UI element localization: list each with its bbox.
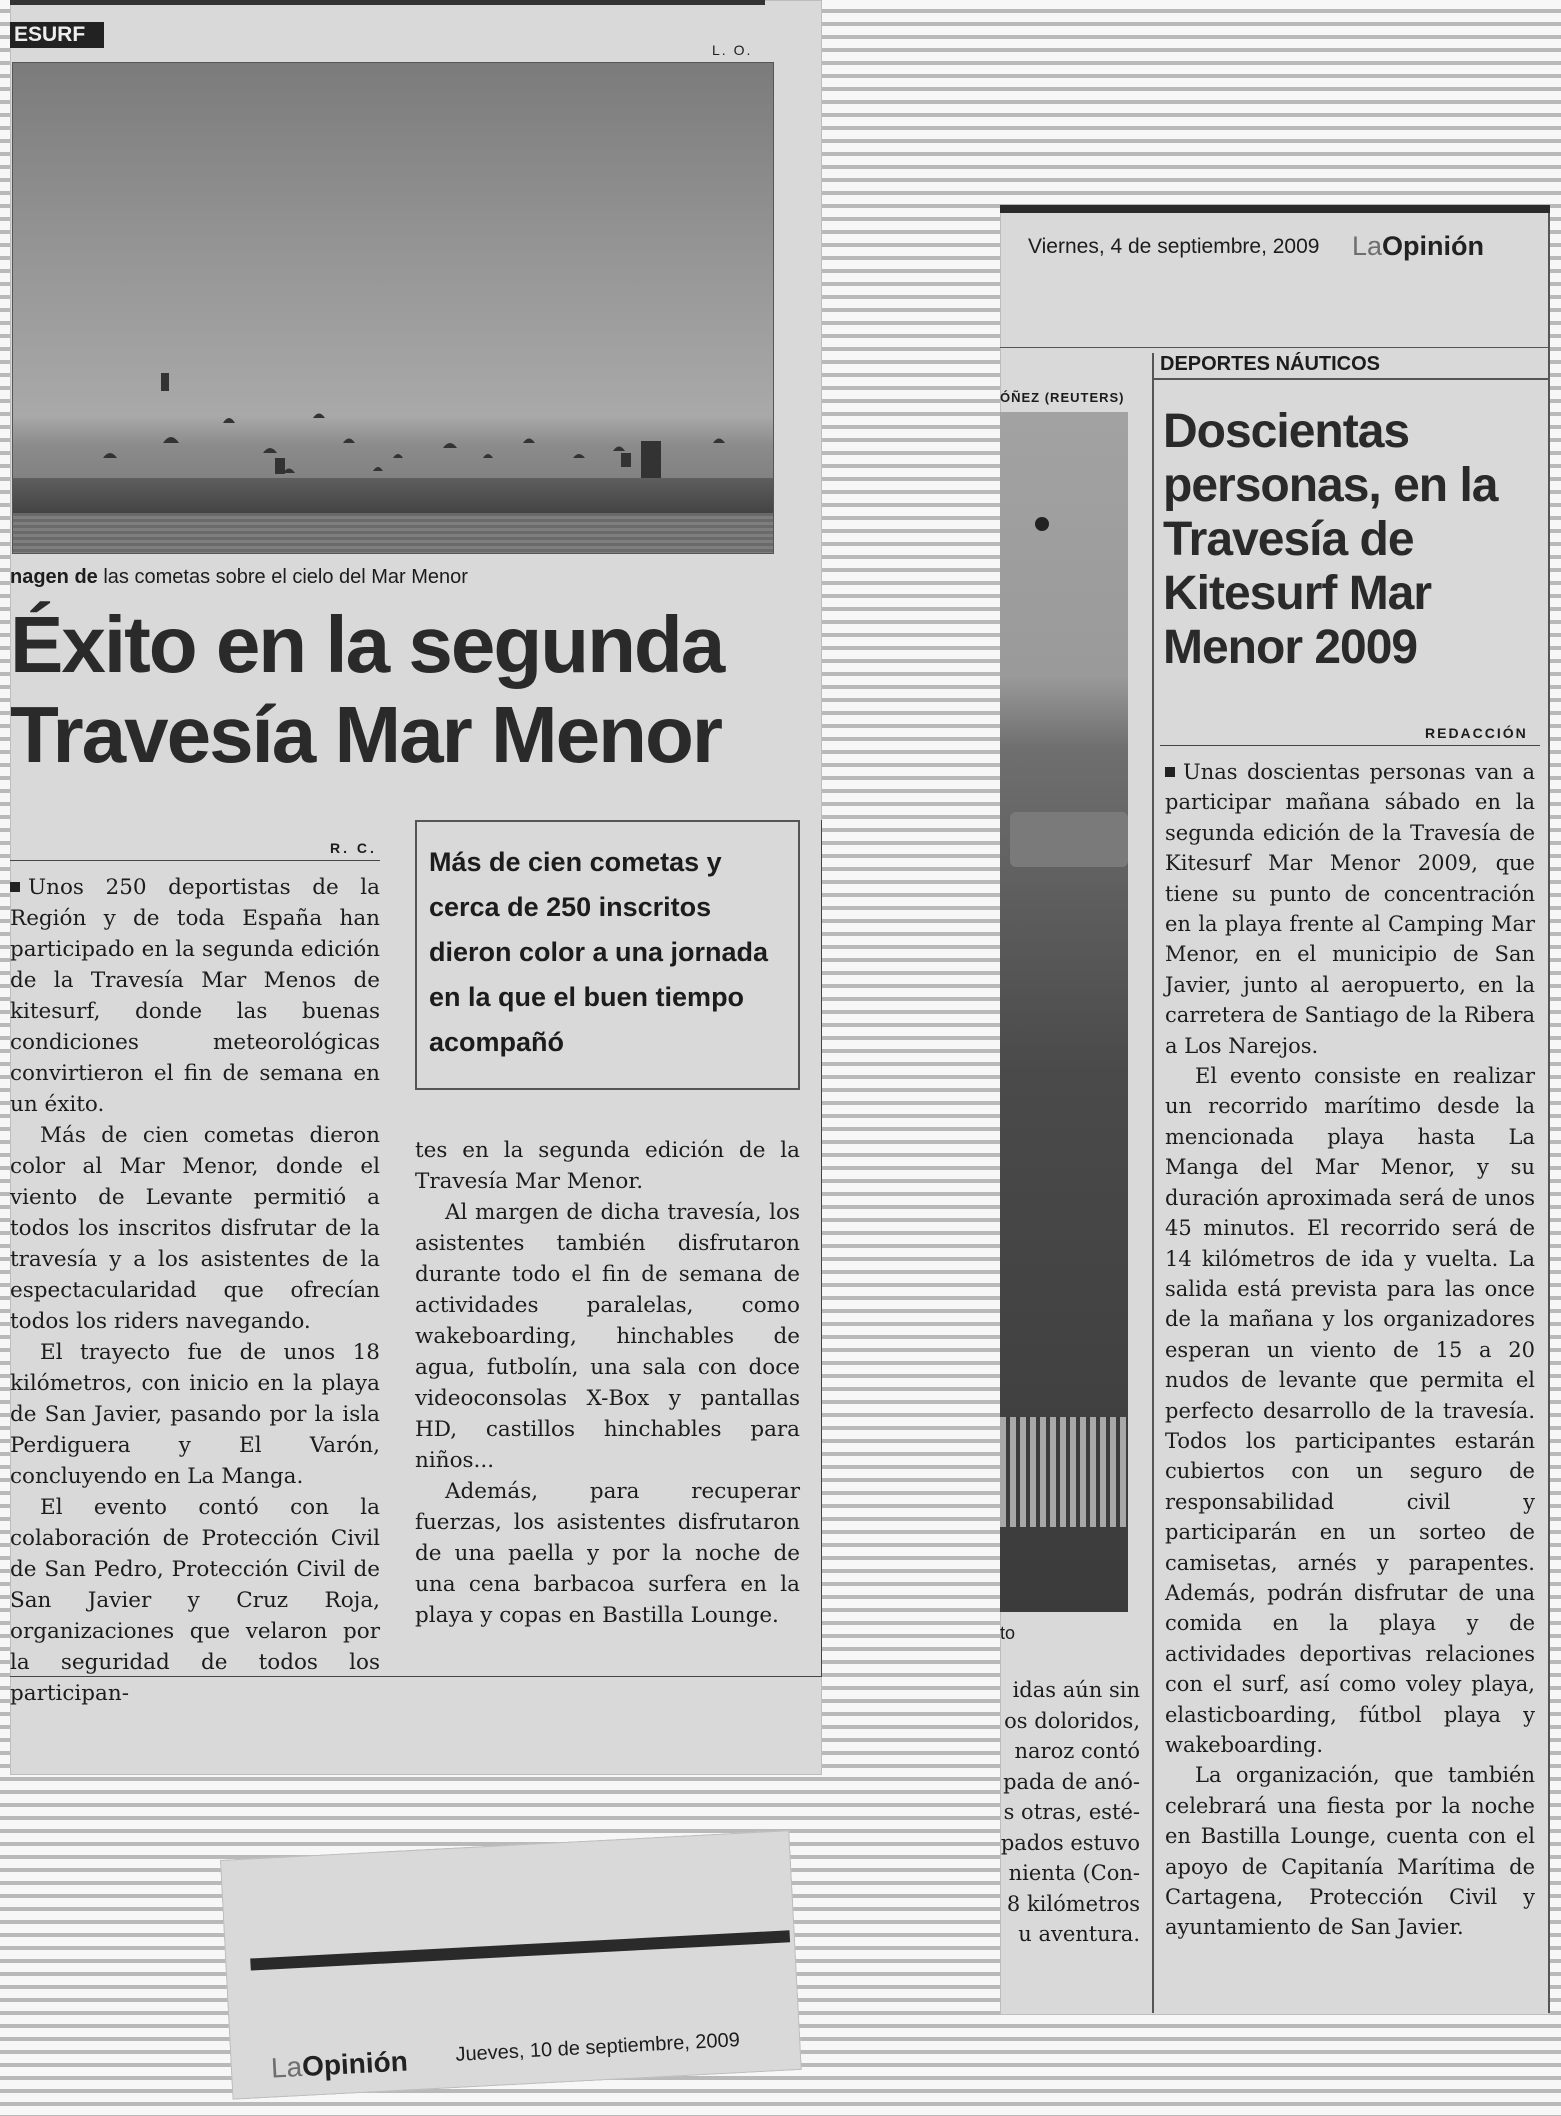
- kites-photo: [12, 62, 774, 554]
- article-column-2: tes en la segunda edición de la Travesía Mar Menor. Al margen de dicha travesía, los asistentes también disfrutaron durante todo el fin de semana de actividades paralelas, como wakeboarding, hinchables de agua, futbolín, una sala con doce videoconsolas X-Box y pantallas HD, castillos hinchables para niños... Además, para recuperar fuerzas, los asistentes disfrutaron de una paella y por la noche de una cena barbacoa surfera en la playa y copas en Bastilla Lounge.: [415, 1138, 800, 1628]
- headline-line-2: Travesía Mar Menor: [10, 690, 721, 779]
- photo-credit: L. O.: [712, 42, 753, 58]
- issue-date: Viernes, 4 de septiembre, 2009: [1028, 235, 1320, 258]
- byline: R. C.: [330, 840, 377, 856]
- newspaper-logo: LaOpinión: [270, 2045, 409, 2084]
- photo-banner: [1000, 1417, 1128, 1527]
- section-tag: ESURF: [10, 22, 104, 48]
- newspaper-logo: LaOpinión: [1352, 231, 1485, 261]
- left-article-clipping: [10, 0, 822, 1775]
- section-rule: [1152, 378, 1550, 380]
- masthead-rule: [1000, 205, 1550, 213]
- column-divider: [1152, 353, 1154, 2013]
- photo-sign: [1010, 812, 1128, 867]
- article-body: Unas doscientas personas van a participar mañana sábado en la segunda edición de la Travesía de Kitesurf Mar Menor 2009, que tiene su punto de concentración en la playa frente al Camping Mar Menor, en el municipio de San Javier, junto al aeropuerto, en la carretera de Santiago de la Ribera a Los Narejos. El evento consiste en realizar un recorrido marítimo desde la mencionada playa hasta La Manga del Mar Menor, y su duración aproximada será de unos 45 minutos. El recorrido será de 14 kilómetros de ida y vuelta. La salida está prevista para las once de la mañana y los organizadores esperan un viento de 15 a 20 nudos de levante que permita el perfecto desarrollo de la travesía. Todos los participantes estarán cubiertos con un seguro de responsabilidad civil y participarán en un sorteo de camisetas, arnés y parapentes. Además, podrán disfrutar de una comida en la playa y de actividades deportivas relaciones con el surf, así como voley playa, elasticboarding, fútbol playa y wakeboarding. La organización, que también celebrará una fiesta por la noche en Bastilla Lounge, cuenta con el apoyo de Capitanía Marítima de Cartagena, Protección Civil y ayuntamiento de San Javier.: [1165, 760, 1535, 1940]
- adjacent-article-fragment: idas aún sin os doloridos, naroz contó pada de anó- s otras, esté- pados estuvo nienta (Con- 8 kilómetros u aventura.: [1000, 1678, 1140, 1946]
- header-rule: [1000, 347, 1550, 348]
- event-photo: [1000, 412, 1128, 1612]
- headline: [10, 600, 810, 780]
- article-column-1: Unos 250 deportistas de la Región y de toda España han participado en la segunda edición de la Travesía Mar Menos de kitesurf, donde las buenas condiciones meteorológicas convirtieron el fin de semana en un éxito. Más de cien cometas dieron color al Mar Menor, donde el viento de Levante permitió a todos los inscritos disfrutar de la travesía y a los asistentes de la espectacularidad que ofrecían todos los riders navegando. El trayecto fue de unos 18 kilómetros, con inicio en la playa de San Javier, pasando por la isla Perdiguera y El Varón, concluyendo en La Manga. El evento contó con la colaboración de Protección Civil de San Pedro, Protección Civil de San Javier y Cruz Roja, organizaciones que velaron por la seguridad de todos los participan-: [10, 875, 380, 1706]
- column-edge-rule: [821, 820, 822, 1677]
- paragraph-marker: [1165, 767, 1175, 777]
- photo-detail: [1035, 517, 1049, 531]
- byline: REDACCIÓN: [1425, 725, 1528, 741]
- water: [13, 513, 773, 553]
- photo-caption: to: [1000, 1623, 1016, 1643]
- paragraph-marker: [10, 882, 20, 892]
- shoreline: [13, 478, 773, 513]
- masthead-clipping: [220, 1830, 802, 2100]
- headline: Doscientas personas, en la Travesía de Kitesurf Mar Menor 2009: [1163, 405, 1498, 674]
- byline-rule: [1160, 745, 1540, 746]
- right-article-clipping: [1000, 205, 1550, 2015]
- photo-credit: ÓÑEZ (REUTERS): [1000, 390, 1125, 405]
- photo-caption: nagen de las cometas sobre el cielo del Mar Menor: [10, 566, 468, 588]
- issue-date: Jueves, 10 de septiembre, 2009: [454, 2029, 741, 2066]
- section-label: DEPORTES NÁUTICOS: [1160, 353, 1381, 375]
- masthead-bar: [250, 1930, 790, 1970]
- bottom-rule: [10, 1676, 822, 1677]
- top-rule: [10, 0, 765, 5]
- pull-quote: Más de cien cometas y cerca de 250 inscritos dieron color a una jornada en la que el buen tiempo acompañó: [415, 820, 800, 1090]
- byline-rule: [10, 860, 380, 861]
- headline-line-1: Éxito en la segunda: [10, 600, 724, 689]
- edge-rule: [1548, 213, 1550, 2013]
